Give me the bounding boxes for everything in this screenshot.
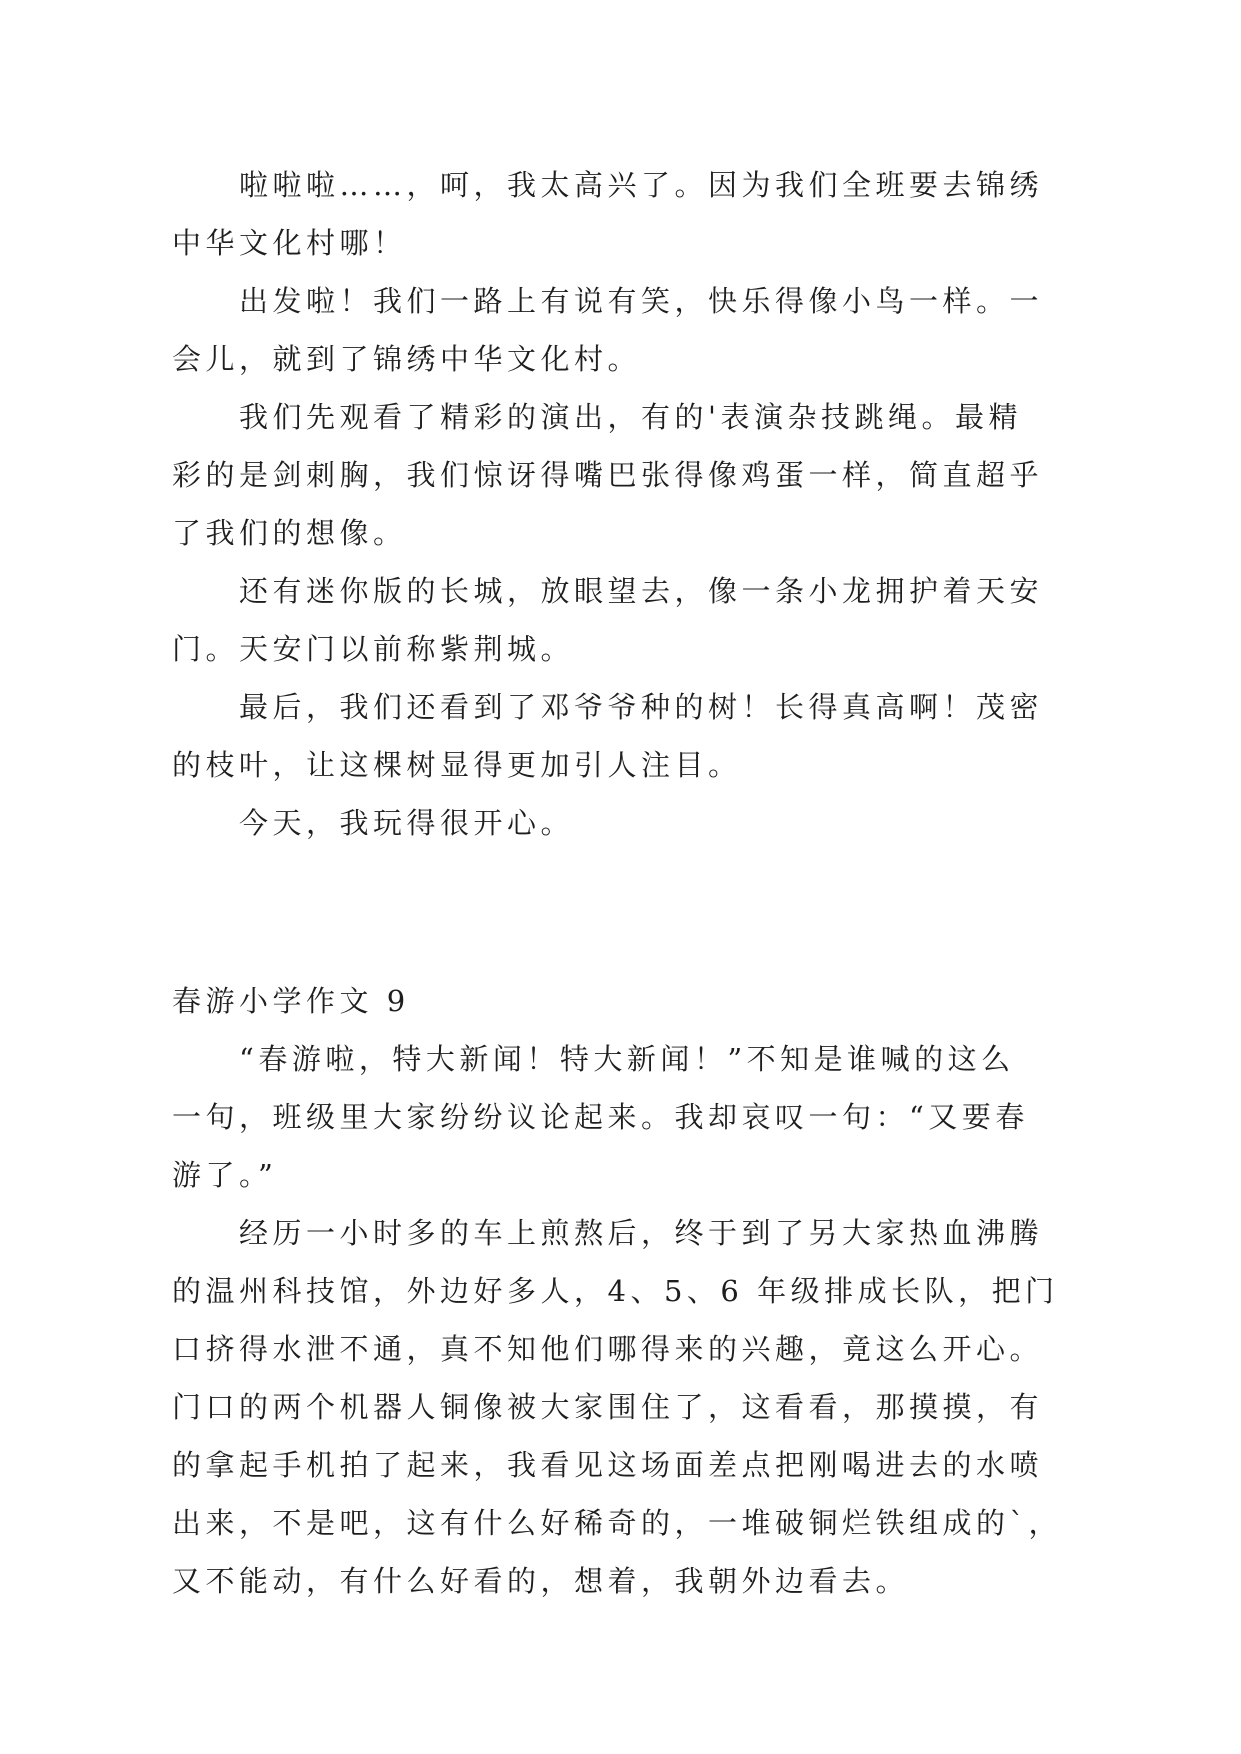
paragraph-line: 啦啦啦……，呵，我太高兴了。因为我们全班要去锦绣: [239, 168, 1044, 202]
paragraph: [172, 794, 1072, 852]
essay-title: 春游小学作文 9: [172, 984, 410, 1018]
paragraph-line: 一句，班级里大家纷纷议论起来。我却哀叹一句：“又要春: [172, 1100, 1029, 1134]
paragraph: [172, 678, 1072, 794]
paragraph-line: 还有迷你版的长城，放眼望去，像一条小龙拥护着天安: [239, 574, 1044, 608]
paragraph-line: 门。天安门以前称紫荆城。: [172, 632, 575, 666]
paragraph-line: 最后，我们还看到了邓爷爷种的树！长得真高啊！茂密: [239, 690, 1044, 724]
essay-section: [172, 156, 1072, 852]
document-body: [172, 156, 1072, 1610]
paragraph-line: 口挤得水泄不通，真不知他们哪得来的兴趣，竟这么开心。: [172, 1332, 1044, 1366]
paragraph-line: 彩的是剑刺胸，我们惊讶得嘴巴张得像鸡蛋一样，简直超乎: [172, 458, 1044, 492]
paragraph-line: 游了。”: [172, 1158, 278, 1192]
paragraph-line: 的拿起手机拍了起来，我看见这场面差点把刚喝进去的水喷: [172, 1448, 1044, 1482]
paragraph: [172, 1204, 1072, 1610]
paragraph-line: “春游啦，特大新闻！特大新闻！”不知是谁喊的这么: [239, 1042, 1015, 1076]
paragraph: [172, 562, 1072, 678]
paragraph: [172, 272, 1072, 388]
paragraph-line: 中华文化村哪！: [172, 226, 407, 260]
paragraph: [172, 1030, 1072, 1204]
paragraph-line: 会儿，就到了锦绣中华文化村。: [172, 342, 642, 376]
paragraph-line: 又不能动，有什么好看的，想着，我朝外边看去。: [172, 1564, 910, 1598]
paragraph: [172, 156, 1072, 272]
paragraph-line: 门口的两个机器人铜像被大家围住了，这看看，那摸摸，有: [172, 1390, 1044, 1424]
paragraph-line: 今天，我玩得很开心。: [239, 806, 575, 840]
essay-section: [172, 972, 1072, 1610]
paragraph-line: 经历一小时多的车上煎熬后，终于到了另大家热血沸腾: [239, 1216, 1044, 1250]
paragraph-line: 了我们的想像。: [172, 516, 407, 550]
paragraph-line: 的温州科技馆，外边好多人，4、5、6 年级排成长队，把门: [172, 1274, 1059, 1308]
paragraph-line: 出发啦！我们一路上有说有笑，快乐得像小鸟一样。一: [239, 284, 1044, 318]
paragraph-line: 出来，不是吧，这有什么好稀奇的，一堆破铜烂铁组成的`，: [172, 1506, 1063, 1540]
paragraph-line: 我们先观看了精彩的演出，有的'表演杂技跳绳。最精: [239, 400, 1022, 434]
paragraph: [172, 388, 1072, 562]
paragraph-line: 的枝叶，让这棵树显得更加引人注目。: [172, 748, 742, 782]
